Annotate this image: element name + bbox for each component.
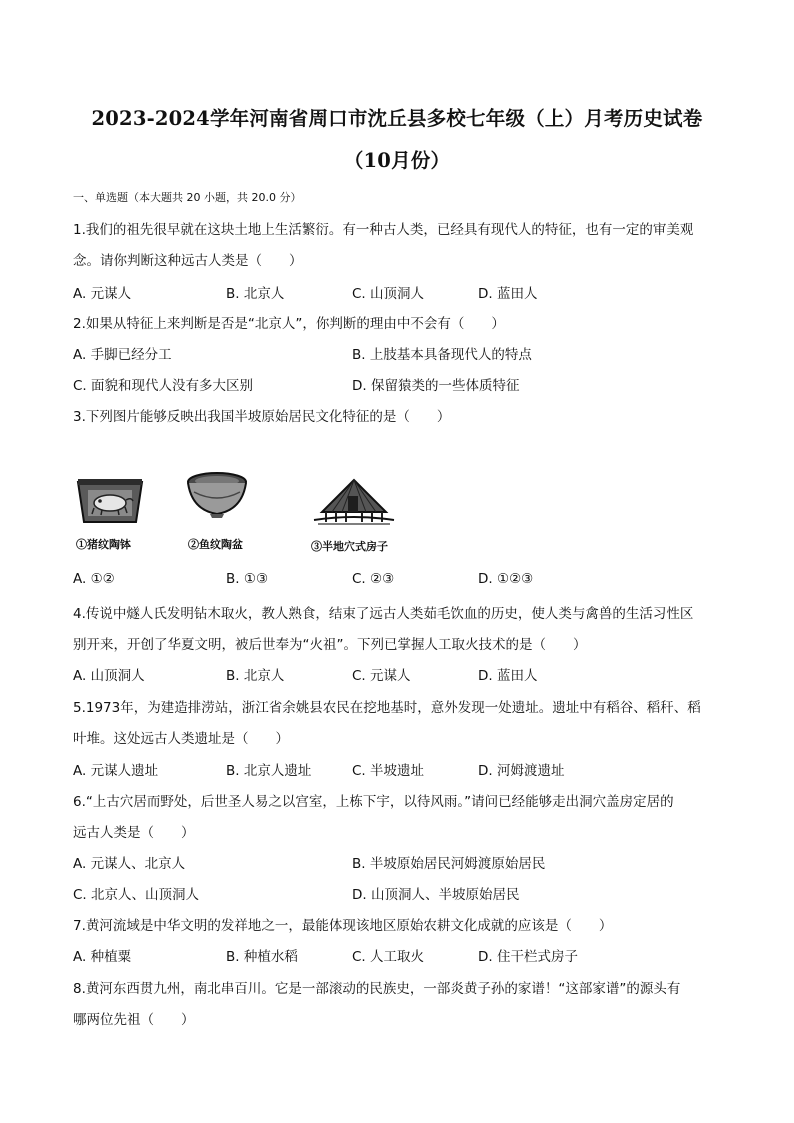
question-5-line-1: 5.1973年，为建造排涝站，浙江省余姚县农民在挖地基时，意外发现一处遗址。遗址中有稻谷、稻秆、稻 (73, 700, 701, 716)
question-4-line-1: 4.传说中燧人氏发明钻木取火，教人熟食，结束了远古人类茹毛饮血的历史，使人类与禽兽的生活习性区 (73, 606, 694, 622)
question-4-option-b: B. 北京人 (226, 668, 285, 684)
question-2-option-a: A. 手脚已经分工 (73, 347, 172, 363)
question-7-line-1: 7.黄河流域是中华文明的发祥地之一，最能体现该地区原始农耕文化成就的应该是（ ） (73, 918, 613, 934)
exam-title: 2023-2024学年河南省周口市沈丘县多校七年级（上）月考历史试卷 (91, 107, 703, 130)
question-2-option-d: D. 保留猿类的一些体质特征 (352, 378, 520, 394)
semi-subterranean-house-figure (312, 476, 396, 532)
fish-pattern-basin-figure (186, 470, 248, 520)
question-2-option-b: B. 上肢基本具备现代人的特点 (352, 347, 532, 363)
question-1-line-2: 念。请你判断这种远古人类是（ ） (73, 253, 303, 269)
question-6-line-1: 6.“上古穴居而野处，后世圣人易之以宫室，上栋下宇，以待风雨。”请问已经能够走出洞穴盖房定居的 (73, 794, 674, 810)
question-3-line-1: 3.下列图片能够反映出我国半坡原始居民文化特征的是（ ） (73, 409, 451, 425)
question-1-option-d: D. 蓝田人 (478, 286, 538, 302)
question-6-option-c: C. 北京人、山顶洞人 (73, 887, 200, 903)
question-1-option-c: C. 山顶洞人 (352, 286, 425, 302)
question-2-line-1: 2.如果从特征上来判断是否是“北京人”，你判断的理由中不会有（ ） (73, 316, 505, 332)
question-4-line-2: 别开来，开创了华夏文明，被后世奉为“火祖”。下列已掌握人工取火技术的是（ ） (73, 637, 587, 653)
question-5-line-2: 叶堆。这处远古人类遗址是（ ） (73, 731, 289, 747)
question-3-option-a: A. ①② (73, 571, 115, 587)
question-1-line-1: 1.我们的祖先很早就在这块土地上生活繁衍。有一种古人类，已经具有现代人的特征，也有一定的审美观 (73, 222, 694, 238)
question-6-option-a: A. 元谋人、北京人 (73, 856, 186, 872)
question-5-option-b: B. 北京人遗址 (226, 763, 312, 779)
question-5-option-a: A. 元谋人遗址 (73, 763, 159, 779)
question-7-option-a: A. 种植粟 (73, 949, 132, 965)
question-8-line-1: 8.黄河东西贯九州，南北串百川。它是一部滚动的民族史，一部炎黄子孙的家谱！“这部家谱”的源头有 (73, 981, 681, 997)
question-6-option-b: B. 半坡原始居民河姆渡原始居民 (352, 856, 546, 872)
question-8-line-2: 哪两位先祖（ ） (73, 1012, 195, 1028)
figure-caption-pig-bowl: ①猪纹陶钵 (76, 538, 131, 551)
question-6-option-d: D. 山顶洞人、半坡原始居民 (352, 887, 520, 903)
question-4-option-a: A. 山顶洞人 (73, 668, 145, 684)
question-3-option-b: B. ①③ (226, 571, 269, 587)
figure-caption-house: ③半地穴式房子 (311, 540, 388, 553)
question-7-option-b: B. 种植水稻 (226, 949, 298, 965)
question-4-option-d: D. 蓝田人 (478, 668, 538, 684)
question-6-line-2: 远古人类是（ ） (73, 825, 195, 841)
question-4-option-c: C. 元谋人 (352, 668, 411, 684)
question-1-option-a: A. 元谋人 (73, 286, 132, 302)
question-5-option-c: C. 半坡遗址 (352, 763, 425, 779)
question-7-option-d: D. 住干栏式房子 (478, 949, 578, 965)
question-3-option-c: C. ②③ (352, 571, 395, 587)
figure-caption-fish-basin: ②鱼纹陶盆 (188, 538, 243, 551)
question-1-option-b: B. 北京人 (226, 286, 285, 302)
question-5-option-d: D. 河姆渡遗址 (478, 763, 565, 779)
exam-subtitle: （10月份） (343, 149, 451, 172)
question-2-option-c: C. 面貌和现代人没有多大区别 (73, 378, 254, 394)
section-heading: 一、单选题（本大题共 20 小题，共 20.0 分） (73, 191, 302, 204)
question-7-option-c: C. 人工取火 (352, 949, 425, 965)
pig-pattern-pottery-figure (74, 470, 146, 526)
question-3-option-d: D. ①②③ (478, 571, 534, 587)
